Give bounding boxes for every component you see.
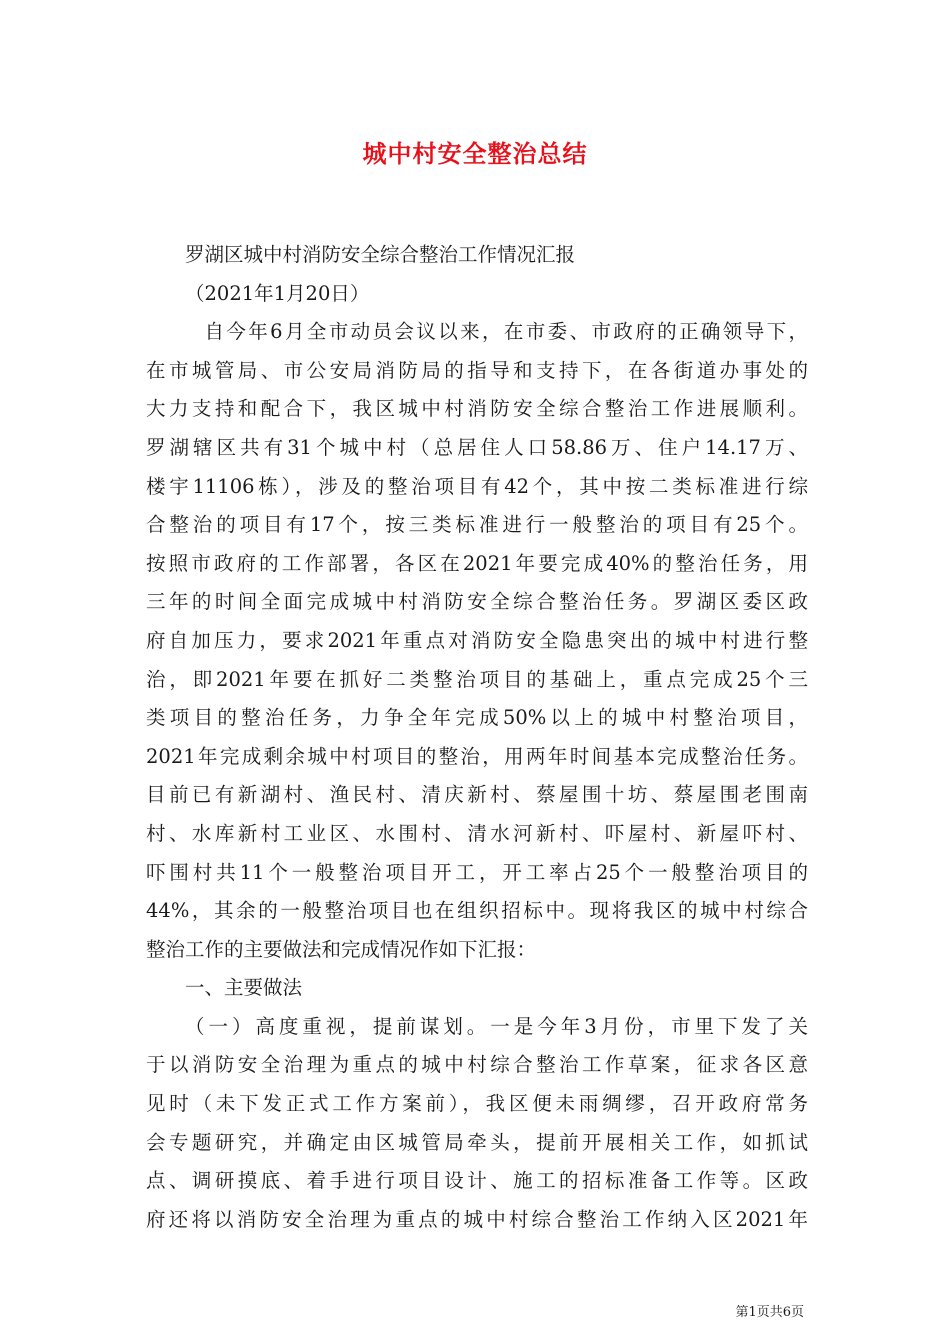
document-body xyxy=(146,236,808,1239)
text-line: 于以消防安全治理为重点的城中村综合整治工作草案，征求各区意 xyxy=(146,1053,808,1077)
document-title: 城中村安全整治总结 xyxy=(362,139,588,168)
text-line: 会专题研究，并确定由区城管局牵头，提前开展相关工作，如抓试 xyxy=(146,1130,808,1154)
text-line: 44%，其余的一般整治项目也在组织招标中。现将我区的城中村综合 xyxy=(146,899,808,923)
text-line: 合整治的项目有17个，按三类标准进行一般整治的项目有25个。 xyxy=(146,513,808,537)
paragraph-measures xyxy=(146,1008,808,1240)
text-line: 府还将以消防安全治理为重点的城中村综合整治工作纳入区2021年 xyxy=(146,1207,808,1231)
text-line: 整治工作的主要做法和完成情况作如下汇报： xyxy=(146,937,537,961)
text-line: 目前已有新湖村、渔民村、清庆新村、蔡屋围十坊、蔡屋围老围南 xyxy=(146,783,808,807)
text-line: 按照市政府的工作部署，各区在2021年要完成40%的整治任务，用 xyxy=(146,551,808,575)
text-line: 2021年完成剩余城中村项目的整治，用两年时间基本完成整治任务。 xyxy=(146,744,808,768)
text-line: 楼宇11106栋），涉及的整治项目有42个，其中按二类标准进行综 xyxy=(146,474,808,498)
text-line: 府自加压力，要求2021年重点对消防安全隐患突出的城中村进行整 xyxy=(146,628,808,652)
report-date: （2021年1月20日） xyxy=(185,281,370,305)
text-line: 治，即2021年要在抓好二类整治项目的基础上，重点完成25个三 xyxy=(146,667,808,691)
text-line: 罗湖辖区共有31个城中村（总居住人口58.86万、住户14.17万、 xyxy=(146,435,808,459)
paragraph-overview xyxy=(146,313,808,969)
report-subtitle: 罗湖区城中村消防安全综合整治工作情况汇报 xyxy=(185,243,576,266)
page-number: 第1页共6页 xyxy=(735,1305,804,1320)
text-line: （一）高度重视，提前谋划。一是今年3月份，市里下发了关 xyxy=(185,1014,808,1038)
text-line: 见时（未下发正式工作方案前），我区便未雨绸缪，召开政府常务 xyxy=(146,1092,808,1116)
section-heading: 一、主要做法 xyxy=(185,976,303,1000)
text-line: 吓围村共11个一般整治项目开工，开工率占25个一般整治项目的 xyxy=(146,860,808,884)
text-line: 类项目的整治任务，力争全年完成50%以上的城中村整治项目， xyxy=(146,706,808,730)
text-line: 在市城管局、市公安局消防局的指导和支持下，在各街道办事处的 xyxy=(146,358,808,382)
text-line: 三年的时间全面完成城中村消防安全综合整治任务。罗湖区委区政 xyxy=(146,590,808,614)
text-line: 点、调研摸底、着手进行项目设计、施工的招标准备工作等。区政 xyxy=(146,1169,808,1193)
text-line: 大力支持和配合下，我区城中村消防安全综合整治工作进展顺利。 xyxy=(146,397,808,421)
text-line: 村、水库新村工业区、水围村、清水河新村、吓屋村、新屋吓村、 xyxy=(146,821,808,845)
text-line: 自今年6月全市动员会议以来，在市委、市政府的正确领导下， xyxy=(204,320,808,344)
